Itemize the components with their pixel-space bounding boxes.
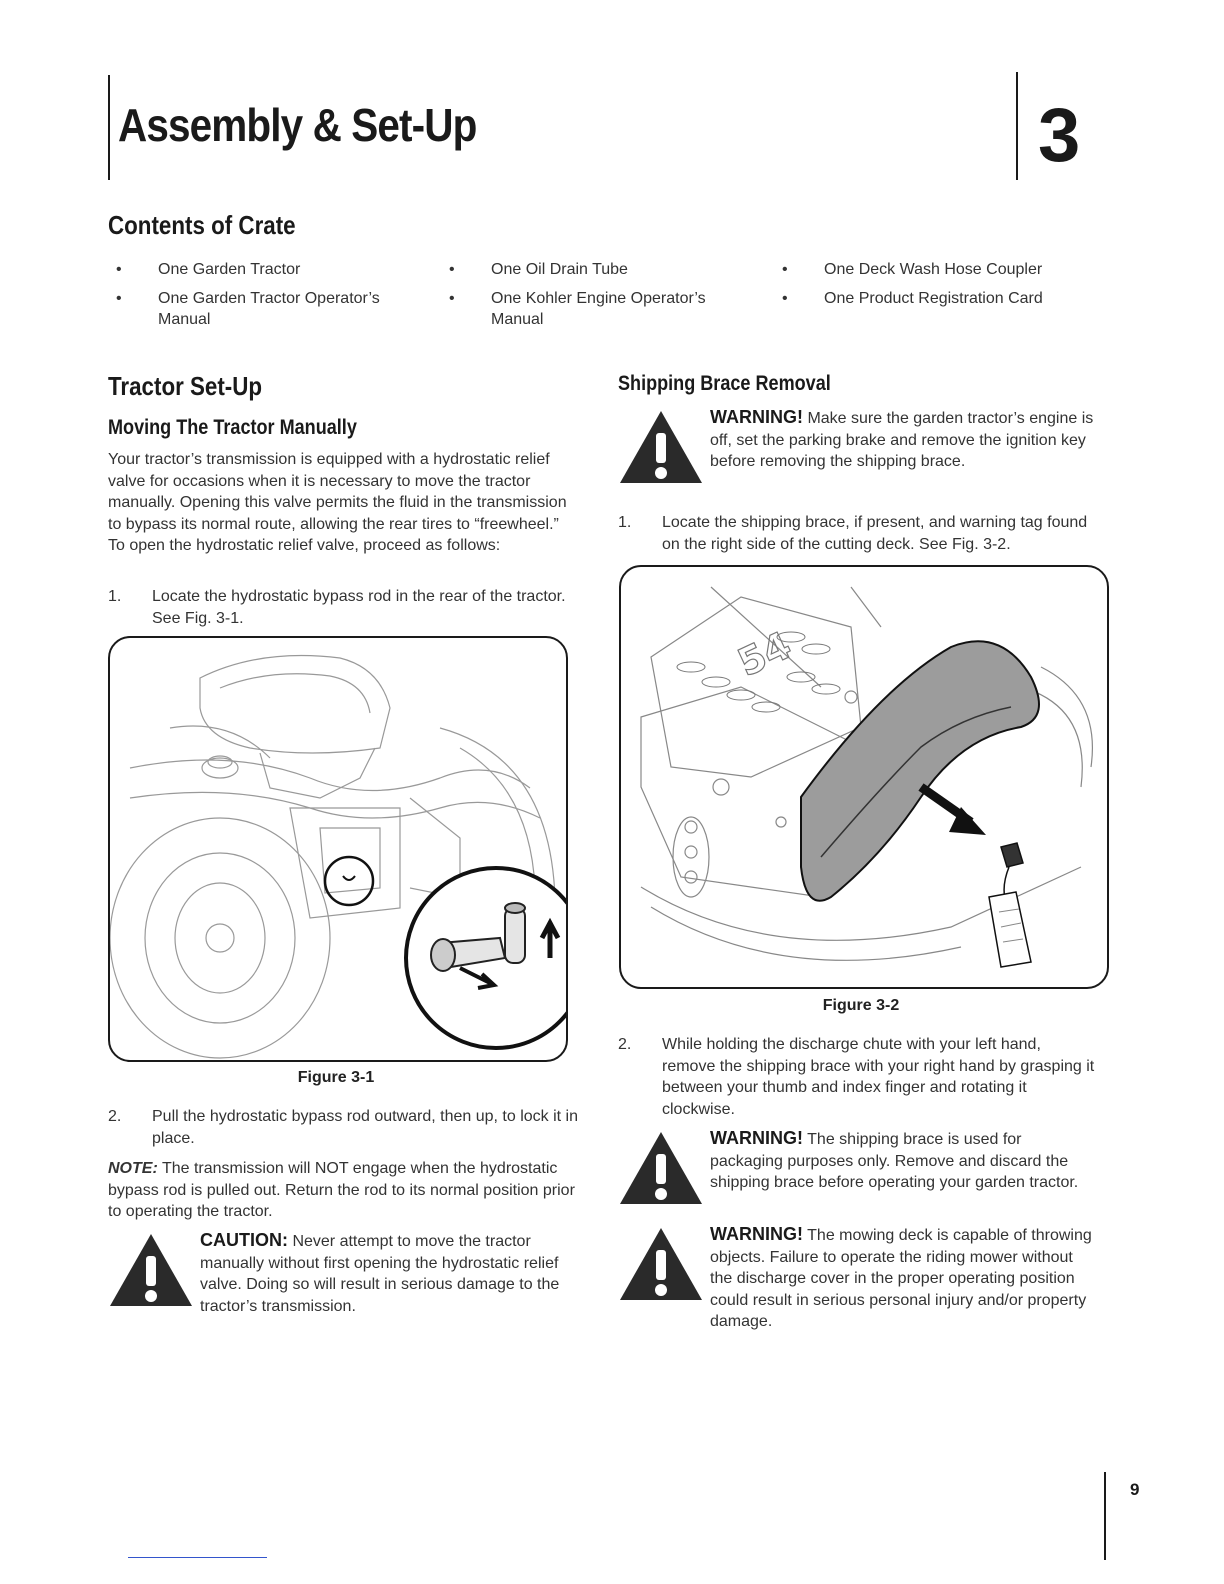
figure-3-1 xyxy=(108,636,568,1062)
list-item: • One Garden Tractor Operator’s Manual xyxy=(116,290,380,328)
figure-3-1-caption: Figure 3-1 xyxy=(297,1069,375,1086)
warning-2-text: The shipping brace is used for packaging purposes only. Remove and discard the shipping brace before operating your garden tractor. xyxy=(710,1131,1079,1191)
header-rule-left xyxy=(108,75,110,180)
caution-label: CAUTION: xyxy=(200,1230,288,1250)
warning-label: WARNING! xyxy=(710,407,803,427)
chapter-number: 3 xyxy=(1038,93,1081,178)
contents-heading: Contents of Crate xyxy=(108,210,296,240)
tractor-step-2: 2. Pull the hydrostatic bypass rod outward, then up, to lock it in place. xyxy=(108,1108,579,1147)
deck-size-label: 54 xyxy=(731,622,798,686)
header-rule-right xyxy=(1016,72,1018,180)
contents-column-3 xyxy=(774,259,1094,317)
list-item: • One Product Registration Card xyxy=(782,290,1043,307)
warning-triangle-icon xyxy=(618,1128,710,1213)
warning-label: WARNING! xyxy=(710,1128,803,1148)
warning-triangle-icon xyxy=(108,1230,200,1317)
footer-rule xyxy=(1104,1472,1106,1560)
caution-block xyxy=(108,1230,598,1317)
caution-text: Never attempt to move the tractor manually without first opening the hydrostatic relief valve. Doing so will result in serious damage to the tractor’s transmission. xyxy=(200,1233,560,1315)
warning-1-text: Make sure the garden tractor’s engine is off, set the parking brake and remove the ignition key before removing the shipping brace. xyxy=(710,410,1094,470)
note-paragraph: NOTE: The transmission will NOT engage when the hydrostatic bypass rod is pulled out. Return the rod to its normal position prior to operating the tractor. xyxy=(108,1160,575,1220)
tractor-rear-illustration xyxy=(110,638,566,1060)
list-item: • One Oil Drain Tube xyxy=(449,261,628,278)
moving-tractor-subheading: Moving The Tractor Manually xyxy=(108,416,357,439)
warning-triangle-icon xyxy=(618,407,710,492)
moving-tractor-intro: Your tractor’s transmission is equipped with a hydrostatic relief valve for occasions when it is necessary to move the tractor manually. Opening this valve permits the fluid in the transmission to bypass its normal route, allowing the rear tires to “freewheel.” To open the hydrostatic relief valve, proceed as follows: xyxy=(108,451,567,554)
chapter-title: Assembly & Set-Up xyxy=(118,99,477,151)
contents-column-2 xyxy=(441,259,731,338)
list-item: • One Deck Wash Hose Coupler xyxy=(782,261,1043,278)
page-number: 9 xyxy=(1130,1480,1140,1499)
shipping-brace-heading: Shipping Brace Removal xyxy=(618,372,831,395)
warning-block-3 xyxy=(618,1224,1108,1333)
figure-3-2 xyxy=(619,565,1109,989)
footer-link-line xyxy=(128,1557,267,1558)
brace-step-2: 2. While holding the discharge chute with your left hand, remove the shipping brace with your right hand by grasping it between your thumb and index finger and rotating it clockwise. xyxy=(618,1036,1095,1118)
warning-block-1 xyxy=(618,407,1108,492)
tractor-step-1: 1. Locate the hydrostatic bypass rod in the rear of the tractor. See Fig. 3-1. xyxy=(108,588,566,627)
warning-triangle-icon xyxy=(618,1224,710,1333)
list-item: • One Kohler Engine Operator’s Manual xyxy=(449,290,706,328)
contents-column-1 xyxy=(108,259,398,338)
figure-3-2-caption: Figure 3-2 xyxy=(822,997,900,1014)
warning-label: WARNING! xyxy=(710,1224,803,1244)
warning-block-2 xyxy=(618,1128,1108,1213)
warning-3-text: The mowing deck is capable of throwing objects. Failure to operate the riding mower without the discharge cover in the proper operating position could result in serious personal injury and/or property damage. xyxy=(710,1227,1092,1330)
tractor-setup-heading: Tractor Set-Up xyxy=(108,371,263,401)
deck-shipping-brace-illustration xyxy=(621,567,1107,987)
brace-step-1: 1. Locate the shipping brace, if present, and warning tag found on the right side of the cutting deck. See Fig. 3-2. xyxy=(618,514,1088,553)
list-item: • One Garden Tractor xyxy=(116,261,301,278)
